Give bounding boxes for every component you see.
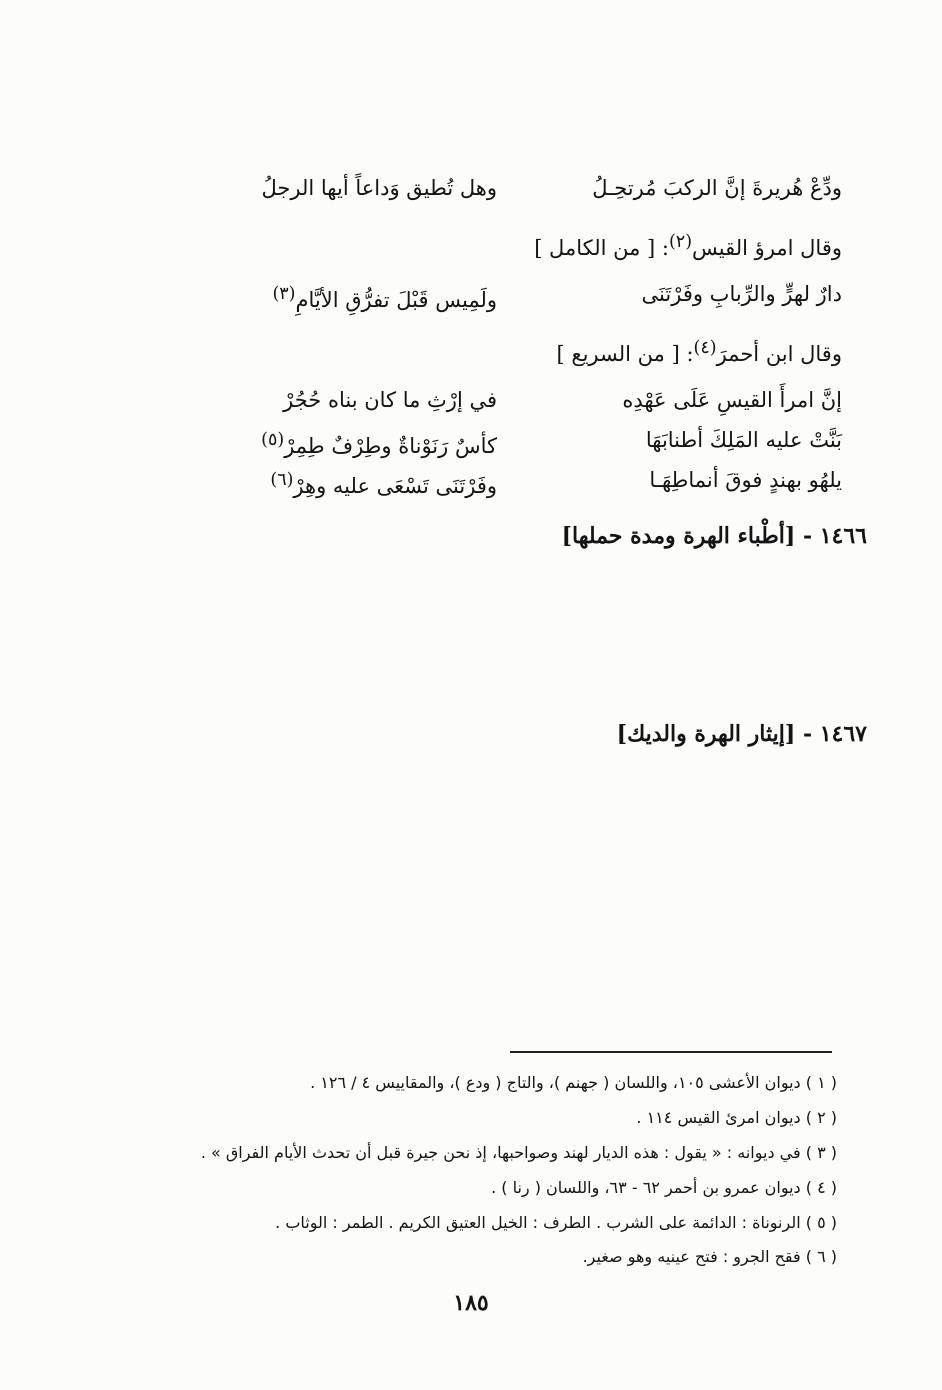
verse-second-hemistich: كأسٌ رَنَوْناةٌ وطِرْفٌ طِمِرْ$^{(٥)}$ [261, 430, 497, 458]
footnote: ( ٤ ) ديوان عمرو بن أحمر ٦٢ - ٦٣، واللسان ( رنا ) . [491, 1178, 837, 1197]
section-heading: ١٤٦٦ - [أطْباء الهرة ومدة حملها] [561, 523, 867, 549]
footnote: ( ٦ ) فقح الجرو : فتح عينيه وهو صغير. [582, 1247, 837, 1266]
verse-intro: وقال امرؤ القيس$^{(٢)}$: [ من الكامل ] [534, 232, 842, 260]
verse-second-hemistich: وهل تُطيق وَداعاً أيها الرجلُ [261, 176, 497, 200]
verse-second-hemistich: ولَمِيس قَبْلَ تفرُّقِ الأيَّامِ$^{(٣)}$ [272, 284, 497, 312]
verse-first-hemistich: إنَّ امرأَ القيسِ عَلَى عَهْدِه [622, 388, 842, 412]
verse-first-hemistich: يلهُو بهندٍ فوقَ أنماطِهَـا [649, 468, 842, 492]
verse-second-hemistich: وفَرْتَنَى تَسْعَى عليه وهِرْ$^{(٦)}$ [270, 470, 497, 498]
verse-intro: وقال ابن أحمرَ$^{(٤)}$: [ من السريع ] [556, 338, 842, 366]
verse-second-hemistich: في إرْثِ ما كان بناه حُجُرْ [283, 388, 497, 412]
footnote: ( ٣ ) في ديوانه : « يقول : هذه الديار لهند وصواحبها، إذ نحن جيرة قبل أن تحدث الأيام الفراق » . [200, 1143, 837, 1162]
footnote: ( ٢ ) ديوان امرئ القيس ١١٤ . [636, 1108, 837, 1127]
footnote: ( ٥ ) الرنوناة : الدائمة على الشرب . الطرف : الخيل العتيق الكريم . الطمر : الوثاب . [275, 1213, 837, 1232]
footnote-divider [510, 1051, 832, 1053]
verse-first-hemistich: دارٌ لهرٍّ والرِّبابِ وفَرْتَنَى [641, 282, 842, 306]
footnote: ( ١ ) ديوان الأعشى ١٠٥، واللسان ( جهنم )، والتاج ( ودع )، والمقاييس ٤ / ١٢٦ . [310, 1073, 837, 1092]
page-number: ١٨٥ [453, 1290, 489, 1316]
verse-first-hemistich: بَنَّتْ عليه المَلِكَ أطنابَهَا [645, 428, 842, 452]
verse-first-hemistich: ودِّعْ هُريرةَ إنَّ الركبَ مُرتحِـلُ [592, 176, 842, 200]
section-heading: ١٤٦٧ - [إيثار الهرة والديك] [616, 721, 867, 747]
